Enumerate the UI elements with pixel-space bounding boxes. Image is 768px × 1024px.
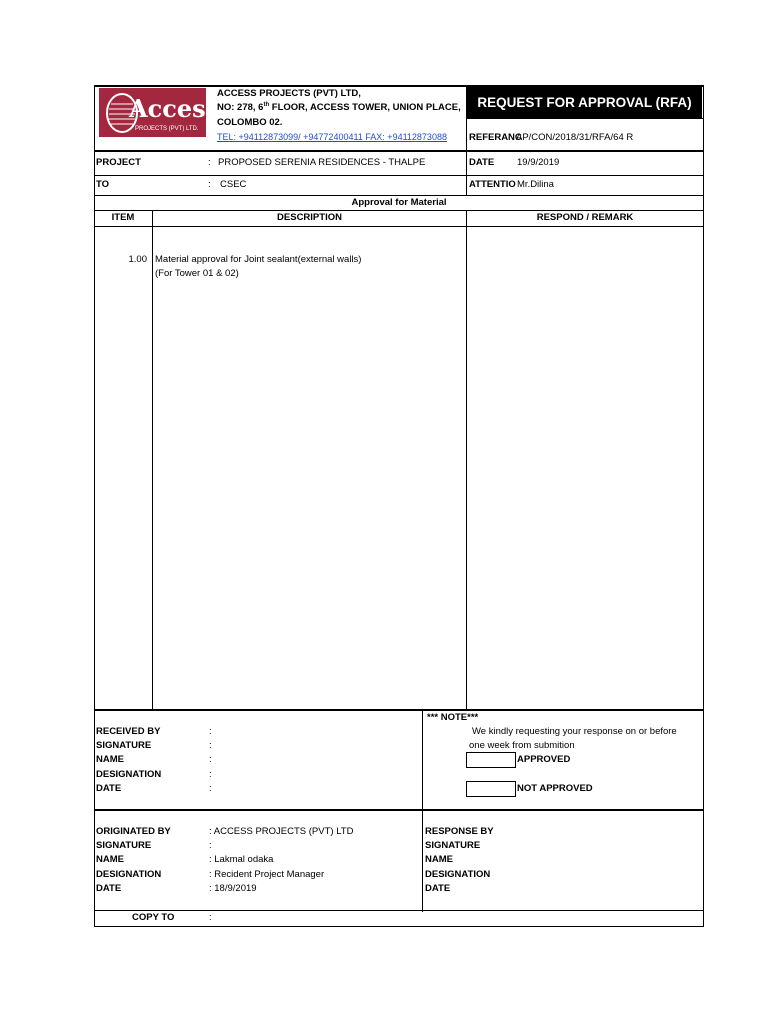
- col-divider-item: [152, 210, 153, 711]
- received-divider: [422, 710, 423, 811]
- originated-name-value: : Lakmal odaka: [209, 854, 274, 865]
- company-name: ACCESS PROJECTS (PVT) LTD,: [217, 88, 361, 99]
- frame-bottom: [94, 926, 704, 927]
- originated-designation-label: DESIGNATION: [96, 869, 162, 880]
- to-colon: :: [208, 179, 211, 190]
- section-title: Approval for Material: [351, 197, 447, 208]
- originated-designation-value: : Recident Project Manager: [209, 869, 325, 880]
- approved-label: APPROVED: [517, 754, 571, 765]
- col-divider-desc: [466, 210, 467, 711]
- originated-by-label: ORIGINATED BY: [96, 826, 171, 837]
- originated-date-value: : 18/9/2019: [209, 883, 257, 894]
- copy-to-colon: :: [209, 912, 212, 923]
- response-designation-label: DESIGNATION: [425, 869, 491, 880]
- note-line-2: one week from submition: [469, 740, 575, 751]
- company-logo: [99, 88, 220, 137]
- response-name-label: NAME: [425, 854, 453, 865]
- copy-to-label: COPY TO: [132, 912, 175, 923]
- reference-value: AP/CON/2018/31/RFA/64 R: [516, 132, 634, 143]
- project-colon: :: [208, 157, 211, 168]
- info-divider: [466, 151, 467, 196]
- rfa-title: REQUEST FOR APPROVAL (RFA): [467, 87, 702, 118]
- note-line-1: We kindly requesting your response on or before: [472, 726, 677, 737]
- company-address: NO: 278, 6th FLOOR, ACCESS TOWER, UNION PLACE,: [217, 101, 461, 113]
- header-bottom: [94, 150, 704, 152]
- row-line-3: [94, 210, 704, 211]
- logo-wordmark: Access: [129, 94, 220, 123]
- originated-name-label: NAME: [96, 854, 124, 865]
- note-title: *** NOTE***: [427, 712, 479, 723]
- originated-by-value: : ACCESS PROJECTS (PVT) LTD: [209, 826, 354, 837]
- project-value: PROPOSED SERENIA RESIDENCES - THALPE: [218, 157, 426, 168]
- received-colon: :: [209, 769, 212, 780]
- company-city: COLOMBO 02.: [217, 117, 283, 128]
- received-bottom: [94, 809, 704, 811]
- originated-signature-value: :: [209, 840, 212, 851]
- received-colon: :: [209, 783, 212, 794]
- response-date-label: DATE: [425, 883, 451, 894]
- row-description-line1: Material approval for Joint sealant(external walls): [155, 254, 362, 265]
- date-value: 19/9/2019: [517, 157, 560, 168]
- not-approved-label: NOT APPROVED: [517, 783, 593, 794]
- project-label: PROJECT: [96, 157, 141, 168]
- table-bottom: [94, 709, 704, 711]
- row-item-number: 1.00: [128, 254, 147, 265]
- column-header-item: ITEM: [111, 212, 135, 223]
- row-description-line2: (For Tower 01 & 02): [155, 268, 239, 279]
- originated-date-label: DATE: [96, 883, 122, 894]
- response-by-label: RESPONSE BY: [425, 826, 494, 837]
- response-signature-label: SIGNATURE: [425, 840, 481, 851]
- frame-right: [703, 85, 704, 927]
- company-contact-link[interactable]: TEL: +94112873099/ +94772400411 FAX: +94112873088: [217, 132, 447, 142]
- attention-label: ATTENTIO: [469, 179, 516, 190]
- received-designation-label: DESIGNATION: [96, 769, 162, 780]
- originated-signature-label: SIGNATURE: [96, 840, 152, 851]
- received-colon: :: [209, 754, 212, 765]
- to-label: TO: [96, 179, 110, 190]
- originated-bottom: [94, 910, 704, 911]
- row-line-4: [94, 226, 704, 227]
- approved-checkbox[interactable]: [466, 752, 516, 768]
- received-colon: :: [209, 726, 212, 737]
- column-header-remark: RESPOND / REMARK: [536, 212, 634, 223]
- not-approved-checkbox[interactable]: [466, 781, 516, 797]
- row-line-1: [94, 175, 704, 176]
- logo-subtitle: PROJECTS (PVT) LTD.: [135, 126, 199, 132]
- column-header-description: DESCRIPTION: [277, 212, 342, 223]
- to-value: CSEC: [220, 179, 247, 190]
- received-name-label: NAME: [96, 754, 124, 765]
- received-colon: :: [209, 740, 212, 751]
- received-by-label: RECEIVED BY: [96, 726, 161, 737]
- reference-label: REFERANC: [469, 132, 522, 143]
- date-label: DATE: [469, 157, 495, 168]
- attention-value: Mr.Dilina: [517, 179, 554, 190]
- row-line-2: [94, 195, 704, 196]
- ref-row-top: [466, 118, 704, 119]
- received-date-label: DATE: [96, 783, 122, 794]
- received-signature-label: SIGNATURE: [96, 740, 152, 751]
- originated-divider: [422, 810, 423, 912]
